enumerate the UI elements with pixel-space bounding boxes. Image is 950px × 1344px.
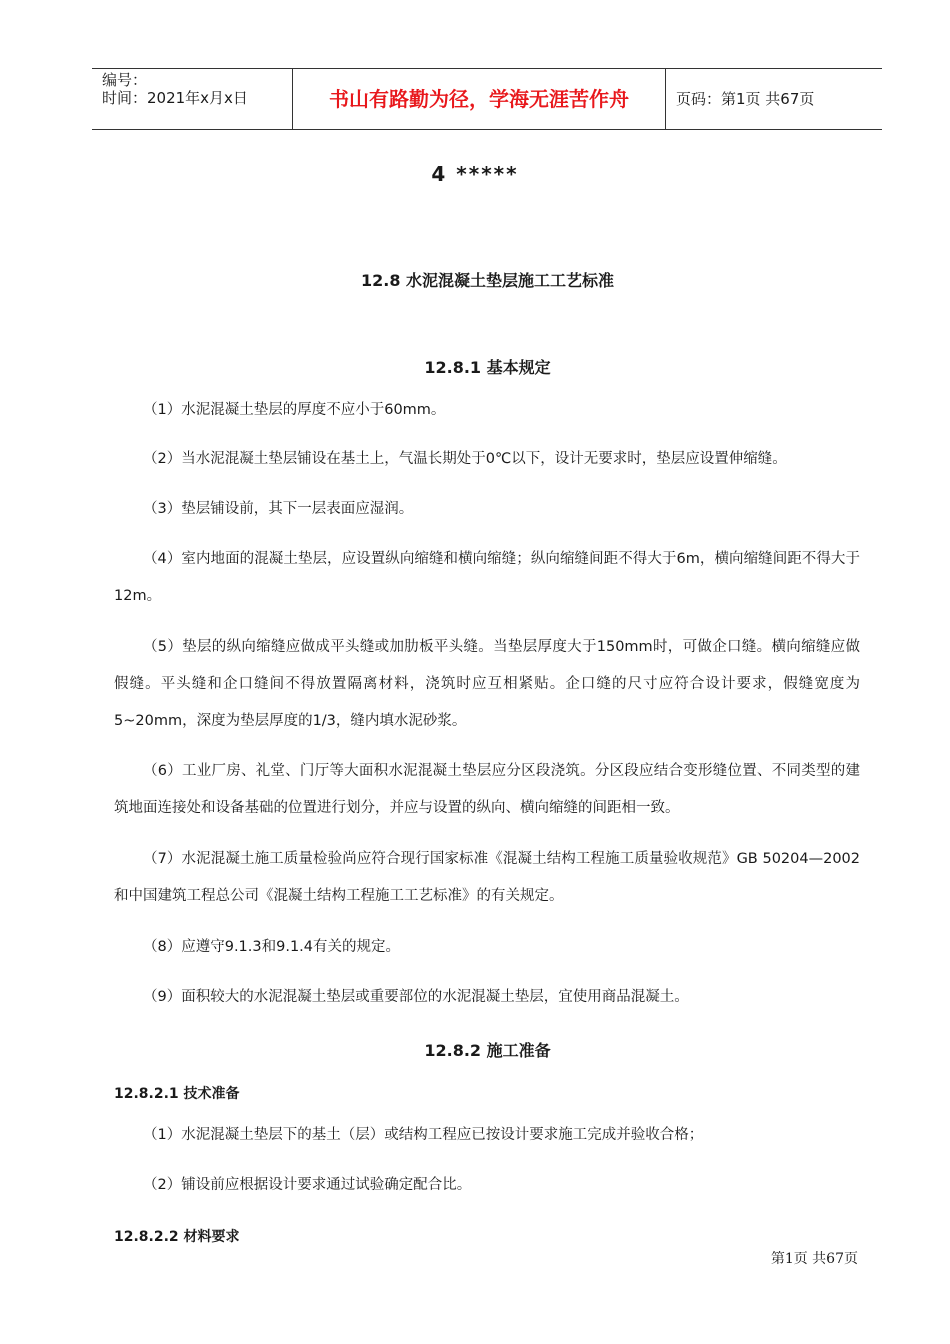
- header-info-cell: [92, 69, 293, 129]
- tech-prep-paragraph: （2）铺设前应根据设计要求通过试验确定配合比。: [143, 1177, 472, 1193]
- header-number-label: 编号：: [102, 71, 148, 89]
- document-title: 4 *****: [431, 162, 519, 186]
- rule-paragraph: （3）垫层铺设前，其下一层表面应湿润。: [143, 501, 414, 517]
- subsection-title-preparation: 12.8.2 施工准备: [424, 1041, 551, 1060]
- rule-paragraph: （7）水泥混凝土施工质量检验尚应符合现行国家标准《混凝土结构工程施工质量验收规范》GB 50204—2002和中国建筑工程总公司《混凝土结构工程施工工艺标准》的有关规定。: [114, 851, 860, 904]
- rule-paragraph: （4）室内地面的混凝土垫层，应设置纵向缩缝和横向缩缝；纵向缩缝间距不得大于6m，横向缩缝间距不得大于12m。: [114, 551, 860, 604]
- rule-paragraph: （1）水泥混凝土垫层的厚度不应小于60mm。: [143, 402, 446, 418]
- subsubsection-title-materials: 12.8.2.2 材料要求: [114, 1229, 240, 1245]
- header-motto: 书山有路勤为径，学海无涯苦作舟: [293, 69, 666, 129]
- page-header: [92, 68, 882, 130]
- tech-prep-paragraph: （1）水泥混凝土垫层下的基土（层）或结构工程应已按设计要求施工完成并验收合格；: [143, 1127, 704, 1143]
- rule-paragraph: （8）应遵守9.1.3和9.1.4有关的规定。: [143, 939, 401, 955]
- rule-paragraph: （6）工业厂房、礼堂、门厅等大面积水泥混凝土垫层应分区段浇筑。分区段应结合变形缝位置、不同类型的建筑地面连接处和设备基础的位置进行划分，并应与设置的纵向、横向缩缝的间距相一致。: [114, 763, 860, 816]
- header-page-label: 页码：第1页 共67页: [676, 90, 815, 108]
- page-footer: 第1页 共67页: [770, 1251, 858, 1267]
- subsection-title-basic-rules: 12.8.1 基本规定: [424, 358, 551, 377]
- subsubsection-title-technical: 12.8.2.1 技术准备: [114, 1086, 240, 1102]
- rule-paragraph: （2）当水泥混凝土垫层铺设在基土上，气温长期处于0℃以下，设计无要求时，垫层应设置伸缩缝。: [143, 451, 787, 467]
- section-title: 12.8 水泥混凝土垫层施工工艺标准: [360, 271, 615, 290]
- header-time-label: 时间：2021年x月x日: [102, 89, 248, 107]
- rule-paragraph: （5）垫层的纵向缩缝应做成平头缝或加肋板平头缝。当垫层厚度大于150mm时，可做企口缝。横向缩缝应做假缝。平头缝和企口缝间不得放置隔离材料，浇筑时应互相紧贴。企口缝的尺寸应符合设计要求，假缝宽度为5~20mm，深度为垫层厚度的1/3，缝内填水泥砂浆。: [114, 639, 860, 729]
- rule-paragraph: （9）面积较大的水泥混凝土垫层或重要部位的水泥混凝土垫层，宜使用商品混凝土。: [143, 989, 689, 1005]
